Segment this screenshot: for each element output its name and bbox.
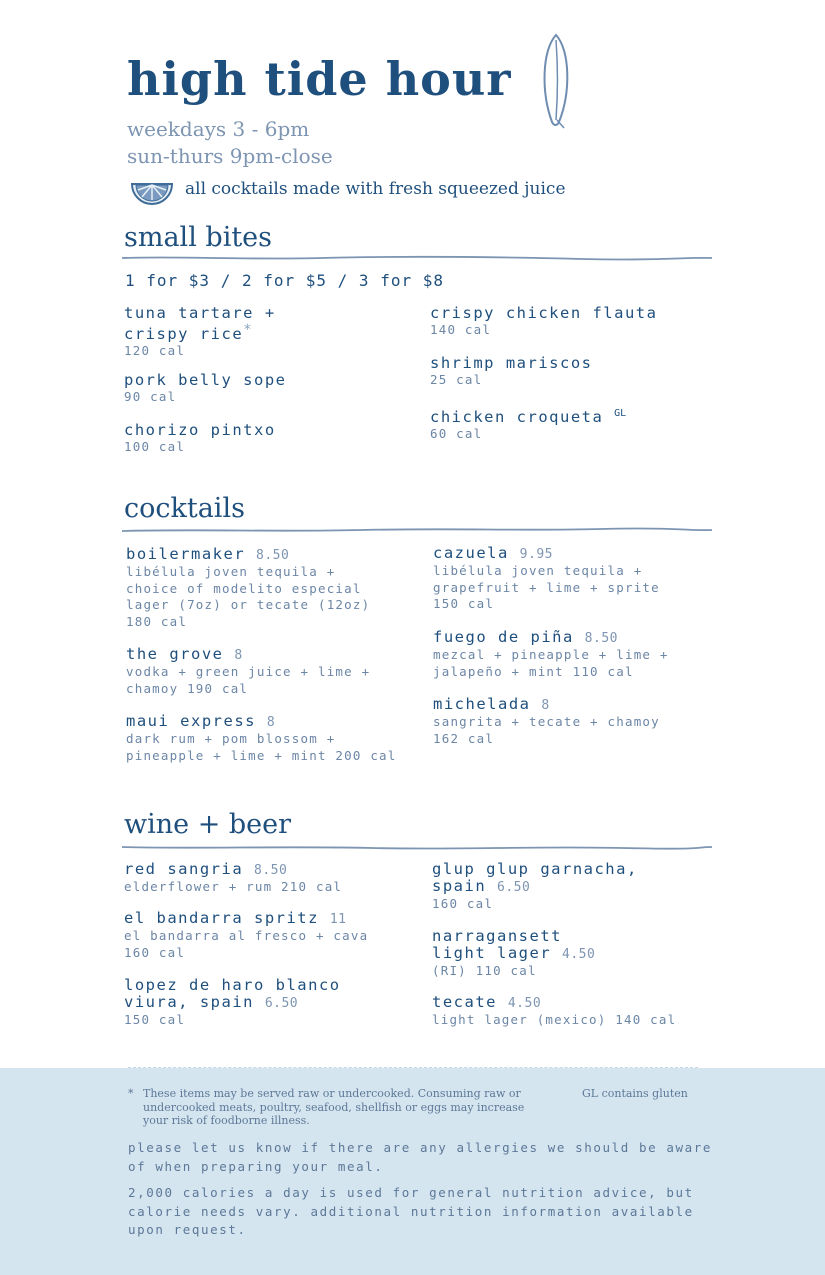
gluten-marker: GL: [614, 408, 627, 419]
menu-title: high tide hour: [127, 52, 512, 106]
item-price: 8: [541, 698, 550, 713]
item-description: mezcal + pineapple + lime +: [433, 647, 669, 662]
item-name: red sangria: [124, 860, 244, 878]
item-calories: 25 cal: [430, 372, 483, 387]
item-price: 11: [329, 912, 347, 927]
item-price: 4.50: [562, 947, 596, 962]
menu-item: [433, 629, 669, 680]
item-calories: 140 cal: [430, 322, 492, 337]
item-name: crispy rice: [124, 325, 244, 343]
item-name: crispy chicken flauta: [430, 304, 658, 322]
item-calories: 160 cal: [124, 944, 186, 960]
menu-item: [124, 977, 341, 1029]
menu-item: [430, 305, 657, 339]
item-description: light lager (mexico) 140 cal: [432, 1012, 677, 1027]
menu-item: [432, 928, 595, 980]
small-bites-deal: 1 for $3 / 2 for $5 / 3 for $8: [125, 271, 444, 290]
item-name: the grove: [126, 645, 224, 663]
section-title-wine-beer: wine + beer: [124, 809, 292, 840]
item-calories: 100 cal: [124, 439, 186, 454]
item-calories: 120 cal: [124, 343, 186, 358]
item-description: (RI) 110 cal: [432, 963, 537, 978]
raw-marker: *: [128, 1087, 134, 1100]
item-description: el bandarra al fresco + cava: [124, 928, 369, 943]
raw-food-warning-line: These items may be served raw or undercooked. Consuming raw or: [143, 1087, 521, 1100]
menu-item: [126, 713, 397, 764]
item-description: libélula joven tequila +: [126, 564, 336, 579]
item-name: narragansett: [432, 927, 562, 945]
item-calories: 150 cal: [433, 596, 495, 611]
raw-marker: *: [243, 322, 254, 338]
item-name: light lager: [432, 944, 552, 962]
raw-food-warning-line: undercooked meats, poultry, seafood, shellfish or eggs may increase: [143, 1100, 525, 1114]
nutrition-notice-line: 2,000 calories a day is used for general nutrition advice, but: [128, 1185, 694, 1200]
item-name: maui express: [126, 712, 256, 730]
allergy-notice-line: of when preparing your meal.: [128, 1158, 384, 1174]
item-calories: 90 cal: [124, 389, 177, 404]
item-description: choice of modelito especial: [126, 580, 362, 596]
allergy-notice: [128, 1139, 728, 1176]
item-name: boilermaker: [126, 545, 246, 563]
item-name: chicken croqueta: [430, 408, 604, 426]
gluten-legend: GL contains gluten: [582, 1087, 688, 1100]
menu-item: [124, 861, 342, 896]
item-price: 8: [234, 648, 243, 663]
item-calories: 150 cal: [124, 1012, 186, 1027]
menu-item: [124, 305, 276, 360]
item-name: viura, spain: [124, 993, 254, 1011]
section-divider: [122, 254, 712, 262]
lime-slice-icon: [128, 176, 176, 206]
nutrition-notice-line: calorie needs vary. additional nutrition information available: [128, 1203, 694, 1219]
item-calories: 180 cal: [126, 613, 188, 629]
item-description: jalapeño + mint 110 cal: [433, 663, 634, 679]
item-price: 8.50: [256, 548, 290, 563]
menu-item: [433, 696, 660, 747]
surfboard-icon: [537, 32, 575, 130]
section-divider: [122, 843, 712, 851]
menu-item: [126, 646, 370, 697]
item-description: grapefruit + lime + sprite: [433, 579, 660, 595]
item-name: spain: [432, 877, 487, 895]
item-price: 6.50: [497, 880, 531, 895]
section-divider: [122, 526, 712, 534]
item-name: cazuela: [433, 544, 509, 562]
tagline: all cocktails made with fresh squeezed juice: [185, 179, 566, 199]
item-name: pork belly sope: [124, 371, 287, 389]
item-price: 8: [266, 715, 276, 730]
item-calories: 162 cal: [433, 730, 495, 746]
item-name: tecate: [432, 993, 497, 1011]
item-name: tuna tartare +: [124, 304, 276, 322]
menu-item: [124, 910, 368, 961]
item-description: libélula joven tequila +: [433, 563, 643, 578]
section-title-small-bites: small bites: [124, 222, 273, 253]
section-title-cocktails: cocktails: [124, 493, 245, 524]
item-name: michelada: [433, 695, 531, 713]
item-name: fuego de piña: [433, 628, 574, 646]
menu-item: [432, 994, 676, 1029]
item-price: 8.50: [584, 631, 618, 646]
menu-item: [430, 405, 626, 443]
menu-item: [430, 355, 592, 389]
item-name: shrimp mariscos: [430, 354, 593, 372]
item-description: dark rum + pom blossom +: [126, 731, 336, 746]
menu-item: [124, 422, 276, 456]
item-description: sangrita + tecate + chamoy: [433, 714, 660, 729]
menu-item: [124, 372, 286, 406]
item-name: el bandarra spritz: [124, 909, 319, 927]
item-calories: 60 cal: [430, 426, 483, 441]
menu-item: [432, 861, 638, 913]
menu-item: [126, 546, 370, 630]
item-price: 8.50: [254, 863, 288, 878]
item-name: glup glup garnacha,: [432, 860, 638, 878]
item-calories: 160 cal: [432, 896, 494, 911]
item-description: chamoy 190 cal: [126, 680, 249, 696]
item-price: 4.50: [507, 996, 542, 1011]
raw-food-warning-line: your risk of foodborne illness.: [143, 1114, 310, 1127]
item-price: 9.95: [519, 547, 553, 562]
menu-item: [433, 545, 660, 613]
item-price: 6.50: [264, 996, 299, 1011]
raw-food-warning: [143, 1087, 524, 1128]
item-name: chorizo pintxo: [124, 421, 276, 439]
item-description: vodka + green juice + lime +: [126, 664, 371, 679]
item-description: lager (7oz) or tecate (12oz): [126, 597, 371, 612]
item-description: elderflower + rum 210 cal: [124, 879, 343, 894]
hours-weekdays: weekdays 3 - 6pm: [127, 117, 310, 141]
hours-late: sun-thurs 9pm-close: [127, 144, 333, 168]
item-name: lopez de haro blanco: [124, 976, 341, 994]
allergy-notice-line: please let us know if there are any allergies we should be aware: [128, 1140, 713, 1155]
item-description: pineapple + lime + mint 200 cal: [126, 747, 397, 763]
nutrition-notice-line: upon request.: [128, 1222, 247, 1237]
nutrition-notice: [128, 1184, 728, 1240]
